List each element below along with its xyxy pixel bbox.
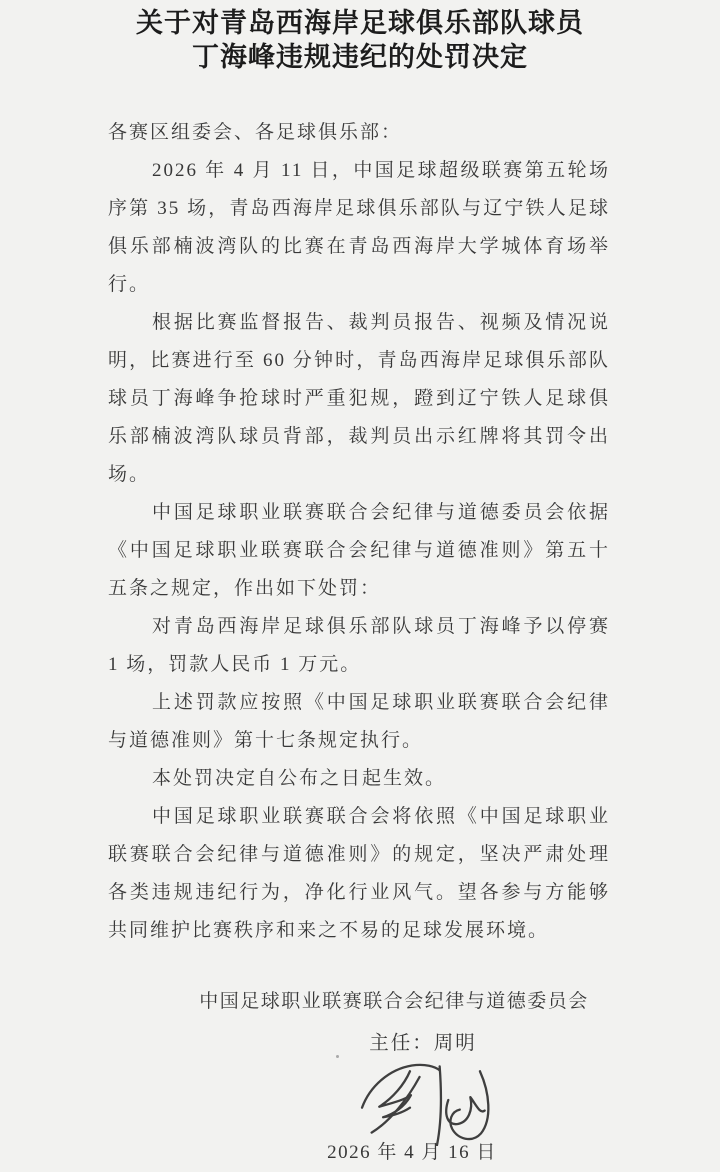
document-title — [0, 6, 720, 74]
signer-title-name: 主任：周明 — [369, 1033, 477, 1054]
body-paragraph-6: 本处罚决定自公布之日起生效。 — [152, 768, 447, 789]
document-date: 2026 年 4 月 16 日 — [327, 1142, 497, 1163]
body-paragraph-4: 对青岛西海岸足球俱乐部队球员丁海峰予以停赛 1 场，罚款人民币 1 万元。 — [108, 616, 610, 675]
body-paragraph-2: 根据比赛监督报告、裁判员报告、视频及情况说明，比赛进行至 60 分钟时，青岛西海岸足球俱乐部队球员丁海峰争抢球时严重犯规，蹬到辽宁铁人足球俱乐部楠波湾队球员背部，裁判员出示红牌将其罚令出场。 — [108, 312, 610, 485]
body-paragraph-7: 中国足球职业联赛联合会将依照《中国足球职业联赛联合会纪律与道德准则》的规定，坚决严肃处理各类违规违纪行为，净化行业风气。望各参与方能够共同维护比赛秩序和来之不易的足球发展环境。 — [108, 806, 610, 941]
body-paragraph-5: 上述罚款应按照《中国足球职业联赛联合会纪律与道德准则》第十七条规定执行。 — [108, 692, 610, 751]
body-paragraph-1: 2026 年 4 月 11 日，中国足球超级联赛第五轮场序第 35 场，青岛西海岸足球俱乐部队与辽宁铁人足球俱乐部楠波湾队的比赛在青岛西海岸大学城体育场举行。 — [108, 160, 610, 295]
body-paragraph-3: 中国足球职业联赛联合会纪律与道德委员会依据《中国足球职业联赛联合会纪律与道德准则》第五十五条之规定，作出如下处罚： — [108, 502, 610, 599]
salutation: 各赛区组委会、各足球俱乐部： — [108, 122, 403, 143]
handwritten-signature — [351, 1054, 513, 1146]
issuing-organization: 中国足球职业联赛联合会纪律与道德委员会 — [199, 991, 589, 1012]
title-line-2: 丁海峰违规违纪的处罚决定 — [192, 42, 528, 72]
document-page — [0, 6, 720, 1172]
title-line-1: 关于对青岛西海岸足球俱乐部队球员 — [136, 8, 584, 38]
ink-speck — [336, 1055, 339, 1058]
signature-block — [0, 988, 720, 1166]
document-body — [108, 114, 610, 950]
